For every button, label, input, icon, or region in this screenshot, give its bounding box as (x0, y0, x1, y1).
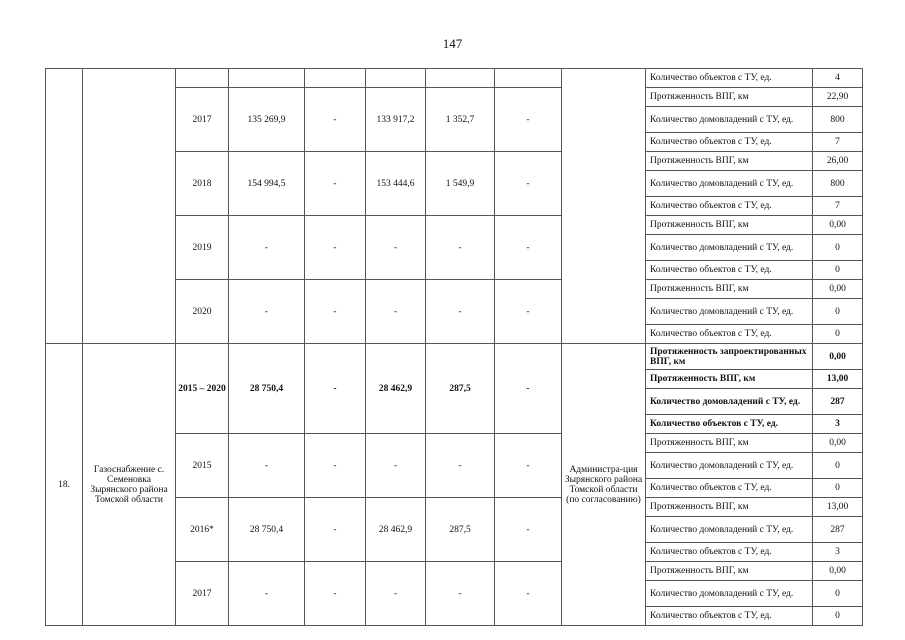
indicator-name: Количество объектов с ТУ, ед. (646, 479, 813, 498)
program-table (45, 68, 863, 626)
indicator-value: 13,00 (813, 370, 863, 389)
funding-cell: - (305, 216, 366, 280)
funding-cell: - (305, 280, 366, 344)
indicator-name: Количество домовладений с ТУ, ед. (646, 107, 813, 133)
indicator-name: Количество домовладений с ТУ, ед. (646, 581, 813, 607)
indicator-name: Количество домовладений с ТУ, ед. (646, 299, 813, 325)
indicator-name: Протяженность ВПГ, км (646, 562, 813, 581)
total-cell: - (229, 216, 305, 280)
period-cell: 2015 – 2020 (176, 344, 229, 434)
funding-cell: - (366, 280, 426, 344)
indicator-value: 26,00 (813, 152, 863, 171)
funding-cell: - (495, 216, 562, 280)
name-cell (83, 69, 176, 344)
indicator-value: 800 (813, 107, 863, 133)
funding-cell: - (495, 88, 562, 152)
total-cell: 135 269,9 (229, 88, 305, 152)
funding-cell: - (495, 434, 562, 498)
total-cell: - (229, 562, 305, 626)
indicator-value: 22,90 (813, 88, 863, 107)
funding-cell: - (366, 434, 426, 498)
funding-cell: 287,5 (426, 344, 495, 434)
indicator-name: Протяженность ВПГ, км (646, 370, 813, 389)
item-number-cell: 18. (46, 344, 83, 626)
funding-cell: - (495, 562, 562, 626)
indicator-value: 0 (813, 581, 863, 607)
indicator-name: Протяженность ВПГ, км (646, 152, 813, 171)
indicator-value: 0,00 (813, 562, 863, 581)
funding-cell: 28 462,9 (366, 344, 426, 434)
indicator-name: Количество объектов с ТУ, ед. (646, 607, 813, 626)
funding-cell: - (426, 216, 495, 280)
funding-cell: - (305, 152, 366, 216)
funding-cell: - (366, 562, 426, 626)
indicator-name: Количество домовладений с ТУ, ед. (646, 171, 813, 197)
year-cell: 2016* (176, 498, 229, 562)
funding-cell: 28 462,9 (366, 498, 426, 562)
funding-cell: - (305, 434, 366, 498)
indicator-value: 4 (813, 69, 863, 88)
funding-cell: - (305, 344, 366, 434)
year-cell: 2017 (176, 88, 229, 152)
indicator-value: 13,00 (813, 498, 863, 517)
funding-cell: - (426, 280, 495, 344)
indicator-value: 3 (813, 415, 863, 434)
indicator-name: Протяженность ВПГ, км (646, 216, 813, 235)
funding-cell: - (495, 152, 562, 216)
year-cell: 2018 (176, 152, 229, 216)
indicator-name: Количество объектов с ТУ, ед. (646, 69, 813, 88)
funding-cell: - (495, 498, 562, 562)
indicator-name: Количество домовладений с ТУ, ед. (646, 453, 813, 479)
funding-cell: 153 444,6 (366, 152, 426, 216)
page-number: 147 (442, 36, 463, 51)
total-cell: 28 750,4 (229, 498, 305, 562)
indicator-value: 287 (813, 389, 863, 415)
table-body (46, 69, 863, 626)
year-cell: 2019 (176, 216, 229, 280)
indicator-value: 287 (813, 517, 863, 543)
indicator-value: 7 (813, 133, 863, 152)
indicator-name: Протяженность ВПГ, км (646, 280, 813, 299)
executor-cell: Администра-ция Зырянского района Томской области (по согласованию) (562, 344, 646, 626)
indicator-name: Протяженность ВПГ, км (646, 498, 813, 517)
indicator-name: Количество объектов с ТУ, ед. (646, 133, 813, 152)
funding-cell: - (305, 562, 366, 626)
total-cell: 154 994,5 (229, 152, 305, 216)
number-cell (46, 69, 83, 344)
indicator-value: 0 (813, 235, 863, 261)
indicator-name: Количество домовладений с ТУ, ед. (646, 235, 813, 261)
indicator-name: Протяженность ВПГ, км (646, 88, 813, 107)
indicator-value: 0,00 (813, 280, 863, 299)
indicator-name: Количество объектов с ТУ, ед. (646, 543, 813, 562)
funding-cell: 1 549,9 (426, 152, 495, 216)
executor-cell (562, 69, 646, 344)
indicator-value: 0,00 (813, 344, 863, 370)
funding-cell: - (426, 562, 495, 626)
funding-cell: 287,5 (426, 498, 495, 562)
indicator-value: 0,00 (813, 216, 863, 235)
total-cell: - (229, 280, 305, 344)
funding-cell: 133 917,2 (366, 88, 426, 152)
indicator-name: Протяженность ВПГ, км (646, 434, 813, 453)
indicator-value: 0 (813, 607, 863, 626)
funding-cell: - (495, 280, 562, 344)
indicator-name: Количество объектов с ТУ, ед. (646, 415, 813, 434)
year-cell: 2017 (176, 562, 229, 626)
year-cell: 2015 (176, 434, 229, 498)
total-cell: - (229, 434, 305, 498)
indicator-value: 0 (813, 299, 863, 325)
indicator-name: Протяженность запроектированных ВПГ, км (646, 344, 813, 370)
indicator-name: Количество объектов с ТУ, ед. (646, 325, 813, 344)
funding-cell: - (495, 344, 562, 434)
indicator-name: Количество объектов с ТУ, ед. (646, 261, 813, 280)
indicator-value: 0,00 (813, 434, 863, 453)
indicator-name: Количество домовладений с ТУ, ед. (646, 517, 813, 543)
funding-cell: - (305, 498, 366, 562)
total-cell: 28 750,4 (229, 344, 305, 434)
indicator-name: Количество объектов с ТУ, ед. (646, 197, 813, 216)
indicator-value: 0 (813, 453, 863, 479)
indicator-value: 0 (813, 261, 863, 280)
funding-cell: - (366, 216, 426, 280)
indicator-value: 0 (813, 325, 863, 344)
indicator-name: Количество домовладений с ТУ, ед. (646, 389, 813, 415)
year-cell: 2020 (176, 280, 229, 344)
indicator-value: 0 (813, 479, 863, 498)
indicator-value: 800 (813, 171, 863, 197)
funding-cell: - (305, 88, 366, 152)
item-name-cell: Газоснабжение с. Семеновка Зырянского района Томской области (83, 344, 176, 626)
indicator-value: 7 (813, 197, 863, 216)
funding-cell: 1 352,7 (426, 88, 495, 152)
funding-cell: - (426, 434, 495, 498)
indicator-value: 3 (813, 543, 863, 562)
